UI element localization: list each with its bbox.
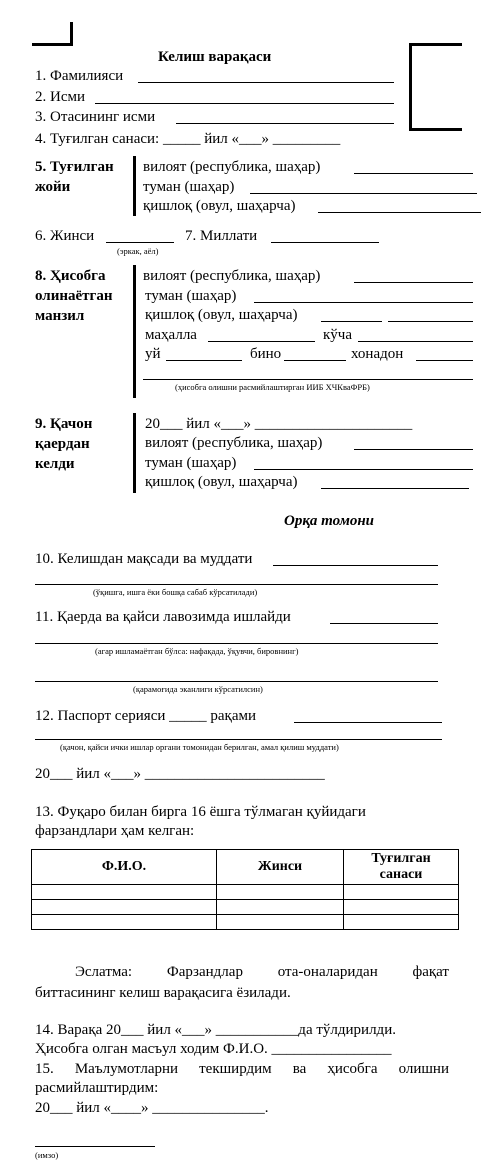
registration-village-label: қишлоқ (овул, шаҳарча) xyxy=(145,307,298,323)
corner-mark-top-right xyxy=(409,43,462,131)
field-work-line-1[interactable] xyxy=(330,623,438,624)
field-passport-line[interactable] xyxy=(294,722,442,723)
birthplace-label-1: 5. Туғилган xyxy=(35,159,114,175)
form-title: Келиш варақаси xyxy=(158,49,272,65)
table-cell[interactable] xyxy=(32,915,217,930)
birthplace-region-line[interactable] xyxy=(354,173,473,174)
table-cell[interactable] xyxy=(217,915,344,930)
children-heading-1: 13. Фуқаро билан бирга 16 ёшга тўлмаган қуйидаги xyxy=(35,804,366,820)
field-birthdate[interactable]: 4. Туғилган санаси: _____ йил «___» _________ xyxy=(35,131,341,147)
registration-region-label: вилоят (республика, шаҳар) xyxy=(143,268,321,284)
birthplace-district-line[interactable] xyxy=(250,193,477,194)
field-passport-line-2[interactable] xyxy=(35,739,442,740)
note-line-2: биттасининг келиш варақасига ёзилади. xyxy=(35,985,291,1001)
signature-hint: (имзо) xyxy=(35,1150,59,1160)
field-surname-line[interactable] xyxy=(138,82,394,83)
registration-district-line[interactable] xyxy=(254,302,473,303)
registration-region-line[interactable] xyxy=(354,282,473,283)
children-col-name: Ф.И.О. xyxy=(32,850,217,885)
field-work-label: 11. Қаерда ва қайси лавозимда ишлайди xyxy=(35,609,291,625)
children-col-birthdate-1: Туғилган xyxy=(371,851,431,866)
field-surname-label: 1. Фамилияси xyxy=(35,68,124,84)
children-col-birthdate-2: санаси xyxy=(379,867,423,882)
field-work-line-3[interactable] xyxy=(35,681,438,682)
birthplace-district-label: туман (шаҳар) xyxy=(143,179,235,195)
registration-label-1: 8. Ҳисобга xyxy=(35,268,106,284)
field-nationality-line[interactable] xyxy=(271,242,379,243)
birthplace-village-label: қишлоқ (овул, шаҳарча) xyxy=(143,198,296,214)
registration-office-line[interactable] xyxy=(143,379,473,380)
table-cell[interactable] xyxy=(344,885,459,900)
registration-street-line[interactable] xyxy=(358,341,473,342)
table-cell[interactable] xyxy=(217,900,344,915)
table-cell[interactable] xyxy=(344,900,459,915)
field-nationality-label: 7. Миллати xyxy=(185,228,258,244)
table-cell[interactable] xyxy=(32,885,217,900)
arrival-village-line[interactable] xyxy=(321,488,469,489)
children-table xyxy=(31,849,459,930)
field-gender-line[interactable] xyxy=(106,242,174,243)
table-row xyxy=(32,900,459,915)
field-verified-line-1: 15. Маълумотларни текширдим ва ҳисобга олишни xyxy=(35,1061,449,1077)
field-work-line-2[interactable] xyxy=(35,643,438,644)
registration-building-label: бино xyxy=(250,346,282,362)
arrival-district-line[interactable] xyxy=(254,469,473,470)
registration-apartment-line[interactable] xyxy=(416,360,473,361)
arrival-label-1: 9. Қачон xyxy=(35,416,93,432)
arrival-date[interactable]: 20___ йил «___» _____________________ xyxy=(145,416,413,432)
birthplace-village-line[interactable] xyxy=(318,212,481,213)
registration-bracket xyxy=(133,265,136,398)
birthplace-label-2: жойи xyxy=(35,179,71,195)
registration-mahalla-line[interactable] xyxy=(208,341,315,342)
registration-apartment-label: хонадон xyxy=(351,346,404,362)
arrival-region-line[interactable] xyxy=(354,449,473,450)
field-work-hint-1: (агар ишламаётган бўлса: нафақада, ўқувчи, бировнинг) xyxy=(95,646,299,656)
registration-district-label: туман (шаҳар) xyxy=(145,288,237,304)
field-officer[interactable]: Ҳисобга олган масъул ходим Ф.И.О. ________________ xyxy=(35,1041,392,1057)
field-gender-label: 6. Жинси xyxy=(35,228,95,244)
signature-line[interactable] xyxy=(35,1146,155,1147)
table-row xyxy=(32,885,459,900)
corner-mark-top-left xyxy=(32,22,73,46)
field-patronymic-label: 3. Отасининг исми xyxy=(35,109,156,125)
arrival-label-2: қаердан xyxy=(35,436,90,452)
field-name-label: 2. Исми xyxy=(35,89,86,105)
birthplace-region-label: вилоят (республика, шаҳар) xyxy=(143,159,321,175)
field-passport-hint: (қачон, қайси ички ишлар органи томонидан берилган, амал қилиш муддати) xyxy=(60,742,339,752)
table-cell[interactable] xyxy=(32,900,217,915)
field-purpose-label: 10. Келишдан мақсади ва муддати xyxy=(35,551,253,567)
field-verified-line-2: расмийлаштирдим: xyxy=(35,1080,159,1096)
arrival-label-3: келди xyxy=(35,456,75,472)
registration-mahalla-label: маҳалла xyxy=(145,327,197,343)
table-cell[interactable] xyxy=(344,915,459,930)
registration-village-line-1[interactable] xyxy=(321,321,382,322)
arrival-region-label: вилоят (республика, шаҳар) xyxy=(145,435,323,451)
field-purpose-line-2[interactable] xyxy=(35,584,438,585)
field-gender-hint: (эркак, аёл) xyxy=(117,246,159,256)
table-cell[interactable] xyxy=(217,885,344,900)
field-work-hint-2: (қарамоғида эканлиги кўрсатилсин) xyxy=(133,684,263,694)
registration-street-label: кўча xyxy=(323,327,352,343)
registration-label-3: манзил xyxy=(35,308,85,324)
registration-village-line-2[interactable] xyxy=(388,321,473,322)
field-filled-date[interactable]: 14. Варақа 20___ йил «___» ___________да тўлдирилди. xyxy=(35,1022,396,1038)
registration-label-2: олинаётган xyxy=(35,288,113,304)
children-heading-2: фарзандлари ҳам келган: xyxy=(35,823,195,839)
registration-house-label: уй xyxy=(145,346,161,362)
registration-house-line[interactable] xyxy=(166,360,242,361)
registration-building-line[interactable] xyxy=(284,360,346,361)
field-passport-label: 12. Паспорт серияси _____ рақами xyxy=(35,708,257,724)
arrival-village-label: қишлоқ (овул, шаҳарча) xyxy=(145,474,298,490)
field-patronymic-line[interactable] xyxy=(176,123,394,124)
arrival-district-label: туман (шаҳар) xyxy=(145,455,237,471)
field-passport-date[interactable]: 20___ йил «___» ________________________ xyxy=(35,766,325,782)
children-col-gender: Жинси xyxy=(217,850,344,885)
registration-office-hint: (ҳисобга олишни расмийлаштирган ИИБ ХЧКваФРБ) xyxy=(175,382,370,392)
back-side-title: Орқа томони xyxy=(284,513,375,529)
field-verified-date[interactable]: 20___ йил «____» _______________. xyxy=(35,1100,269,1116)
field-name-line[interactable] xyxy=(95,103,394,104)
table-row xyxy=(32,915,459,930)
arrival-bracket xyxy=(133,413,136,493)
note-line-1: Эслатма: Фарзандлар ота-оналаридан фақат xyxy=(75,964,449,980)
birthplace-bracket xyxy=(133,156,136,216)
field-purpose-hint: (ўқишга, ишга ёки бошқа сабаб кўрсатилади) xyxy=(93,587,258,597)
field-purpose-line-1[interactable] xyxy=(273,565,438,566)
children-col-birthdate xyxy=(344,850,459,885)
